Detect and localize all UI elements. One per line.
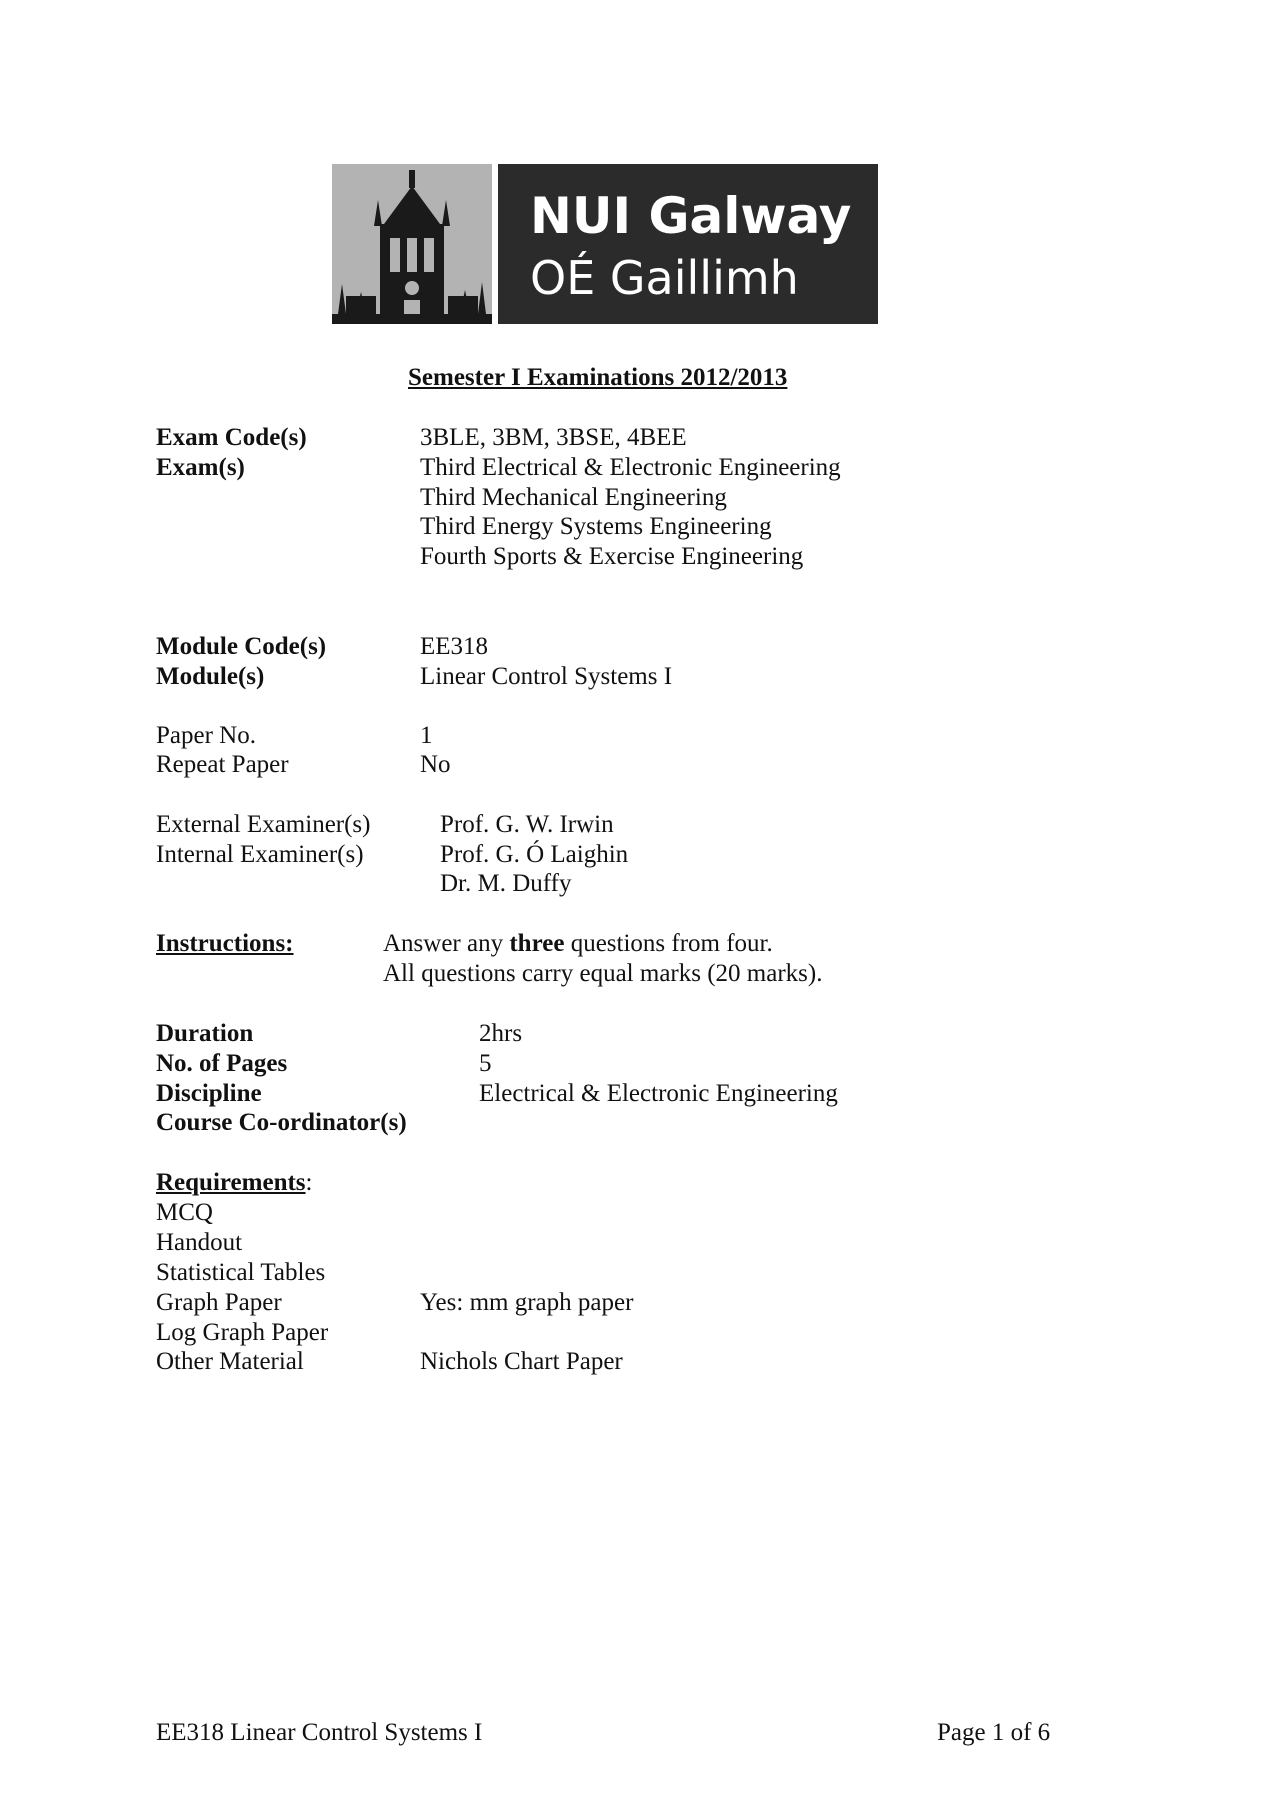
internal-examiner-value: Prof. G. Ó Laighin xyxy=(440,841,629,868)
exam-code-value: 3BLE, 3BM, 3BSE, 4BEE xyxy=(420,424,687,451)
logo-name-panel xyxy=(498,164,878,324)
instructions-text: questions from four. xyxy=(564,930,773,957)
internal-examiner-label: Internal Examiner(s) xyxy=(156,841,364,868)
instructions-line-2: All questions carry equal marks (20 marks). xyxy=(383,960,823,987)
logo-line-1: NUI Galway xyxy=(530,187,852,245)
page-title: Semester I Examinations 2012/2013 xyxy=(408,364,788,391)
exams-label: Exam(s) xyxy=(156,454,245,481)
pages-value: 5 xyxy=(479,1050,492,1077)
university-logo xyxy=(332,164,878,324)
footer-module: EE318 Linear Control Systems I xyxy=(156,1719,483,1746)
discipline-label: Discipline xyxy=(156,1080,262,1107)
instructions-emphasis: three xyxy=(509,930,565,957)
footer-page-number: Page 1 of 6 xyxy=(937,1719,1051,1746)
external-examiner-label: External Examiner(s) xyxy=(156,811,371,838)
repeat-paper-value: No xyxy=(420,751,451,778)
discipline-value: Electrical & Electronic Engineering xyxy=(479,1080,838,1107)
requirement-label: Graph Paper xyxy=(156,1289,282,1316)
instructions-text: Answer any xyxy=(383,930,510,957)
requirements-label: Requirements xyxy=(156,1169,306,1196)
duration-value: 2hrs xyxy=(479,1020,523,1047)
requirement-label: Handout xyxy=(156,1229,243,1256)
requirements-heading xyxy=(156,1168,312,1198)
external-examiner-value: Prof. G. W. Irwin xyxy=(440,811,614,838)
module-code-label: Module Code(s) xyxy=(156,633,327,660)
paper-no-label: Paper No. xyxy=(156,722,256,749)
exam-item: Third Mechanical Engineering xyxy=(420,484,727,511)
coordinator-label: Course Co-ordinator(s) xyxy=(156,1109,407,1136)
university-tower-icon xyxy=(332,164,492,324)
requirement-label: MCQ xyxy=(156,1199,213,1226)
internal-examiner-value: Dr. M. Duffy xyxy=(440,870,572,897)
requirement-label: Other Material xyxy=(156,1348,304,1375)
requirement-label: Log Graph Paper xyxy=(156,1319,329,1346)
exam-item: Third Energy Systems Engineering xyxy=(420,513,772,540)
module-code-value: EE318 xyxy=(420,633,489,660)
requirement-value: Nichols Chart Paper xyxy=(420,1348,623,1375)
requirement-value: Yes: mm graph paper xyxy=(420,1289,634,1316)
module-name-label: Module(s) xyxy=(156,663,265,690)
instructions-label: Instructions: xyxy=(156,930,294,957)
exam-code-label: Exam Code(s) xyxy=(156,424,307,451)
exam-item: Third Electrical & Electronic Engineering xyxy=(420,454,841,481)
module-name-value: Linear Control Systems I xyxy=(420,663,673,690)
tower-panel xyxy=(332,164,492,324)
repeat-paper-label: Repeat Paper xyxy=(156,751,289,778)
duration-label: Duration xyxy=(156,1020,254,1047)
requirement-label: Statistical Tables xyxy=(156,1259,326,1286)
logo-line-2: OÉ Gaillimh xyxy=(530,251,799,305)
pages-label: No. of Pages xyxy=(156,1050,288,1077)
instructions-line-1 xyxy=(383,929,773,959)
paper-no-value: 1 xyxy=(420,722,433,749)
requirements-colon: : xyxy=(305,1169,313,1196)
exam-item: Fourth Sports & Exercise Engineering xyxy=(420,543,804,570)
